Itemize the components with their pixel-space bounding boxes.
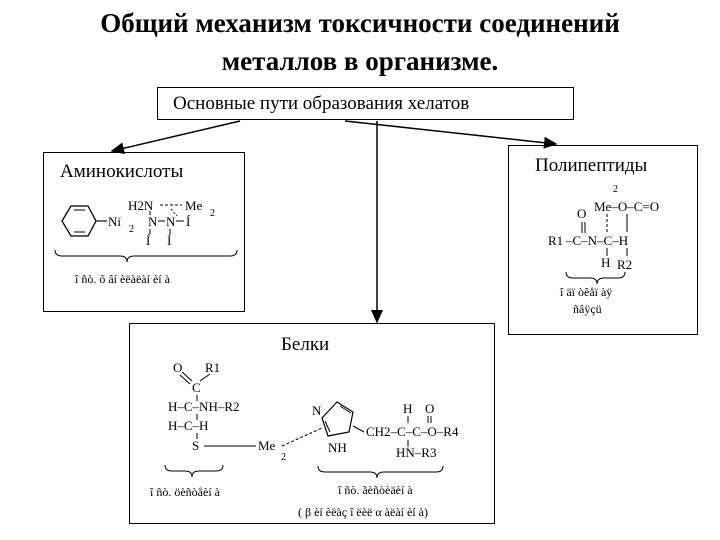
protein-hn-r3: HN–R3 (396, 445, 437, 460)
page-title-line1: Общий механизм токсичности соединений (100, 8, 620, 38)
protein-o-top: O (425, 401, 435, 416)
poly-box-label: Полипептиды (535, 155, 648, 176)
poly-brace (566, 272, 625, 284)
poly-o-top: O (577, 206, 587, 221)
amino-structure (55, 198, 237, 286)
protein-structure (149, 360, 459, 519)
protein-me-index: 2 (281, 452, 286, 463)
protein-s: S (192, 438, 200, 453)
amino-me-index: 2 (210, 208, 215, 219)
amino-caption: î ñò. ô âí èëàëàí èí à (75, 272, 170, 286)
amino-n-left: Ní (108, 214, 121, 229)
amino-me: Me (185, 198, 203, 213)
poly-r2: R2 (617, 257, 633, 272)
poly-caption2: ñâÿçü (573, 302, 602, 316)
protein-c-top: C (192, 380, 201, 395)
arrow-to-amino (112, 121, 240, 151)
protein-row-h-c-h: H–C–H (168, 418, 209, 433)
protein-me: Me (258, 438, 276, 453)
amino-i-bottom1: Í (146, 233, 151, 248)
protein-box-label: Белки (281, 334, 330, 355)
poly-h: H (601, 255, 611, 270)
protein-o: O (173, 360, 183, 375)
protein-chain: CH2–C–C–O–R4 (366, 424, 459, 439)
protein-n-ring: N (312, 403, 322, 418)
poly-caption1: î äï òêåï àÿ (560, 285, 613, 299)
page-title-line2: металлов в организме. (221, 46, 499, 76)
amino-n-right: N (166, 214, 176, 229)
protein-brace-left (165, 465, 223, 477)
top-box-label: Основные пути образования хелатов (173, 93, 470, 114)
amino-box-label: Аминокислоты (60, 161, 184, 182)
protein-caption-right1: î ñò. ãèñòèäèí à (338, 483, 413, 497)
poly-me-o-c-o: Me–O–C=O (594, 199, 660, 214)
protein-h-top: H (403, 401, 413, 416)
poly-r1: R1 (548, 233, 564, 248)
protein-row-h-c-nh: H–C–NH–R2 (168, 399, 240, 414)
protein-nh-ring: NH (328, 440, 347, 455)
protein-brace-right (318, 466, 443, 478)
protein-r1: R1 (205, 360, 221, 375)
amino-i-bottom2: Í (167, 233, 172, 248)
amino-brace (55, 250, 237, 262)
amino-i-right: Í (186, 214, 191, 229)
imidazole-ring-icon (322, 402, 353, 436)
poly-chain: –C–N–C–H (566, 233, 629, 248)
amino-n-mid: N (148, 214, 158, 229)
protein-caption-right2: ( β èí èëàç î ëèë α àëàí èí à) (298, 505, 428, 519)
poly-structure (548, 184, 659, 316)
amino-index-2: 2 (129, 224, 134, 235)
protein-caption-left: î ñò. öèñòåèí à (150, 485, 220, 499)
amino-h2n: H2N (128, 198, 154, 213)
poly-index-top: 2 (613, 184, 618, 195)
